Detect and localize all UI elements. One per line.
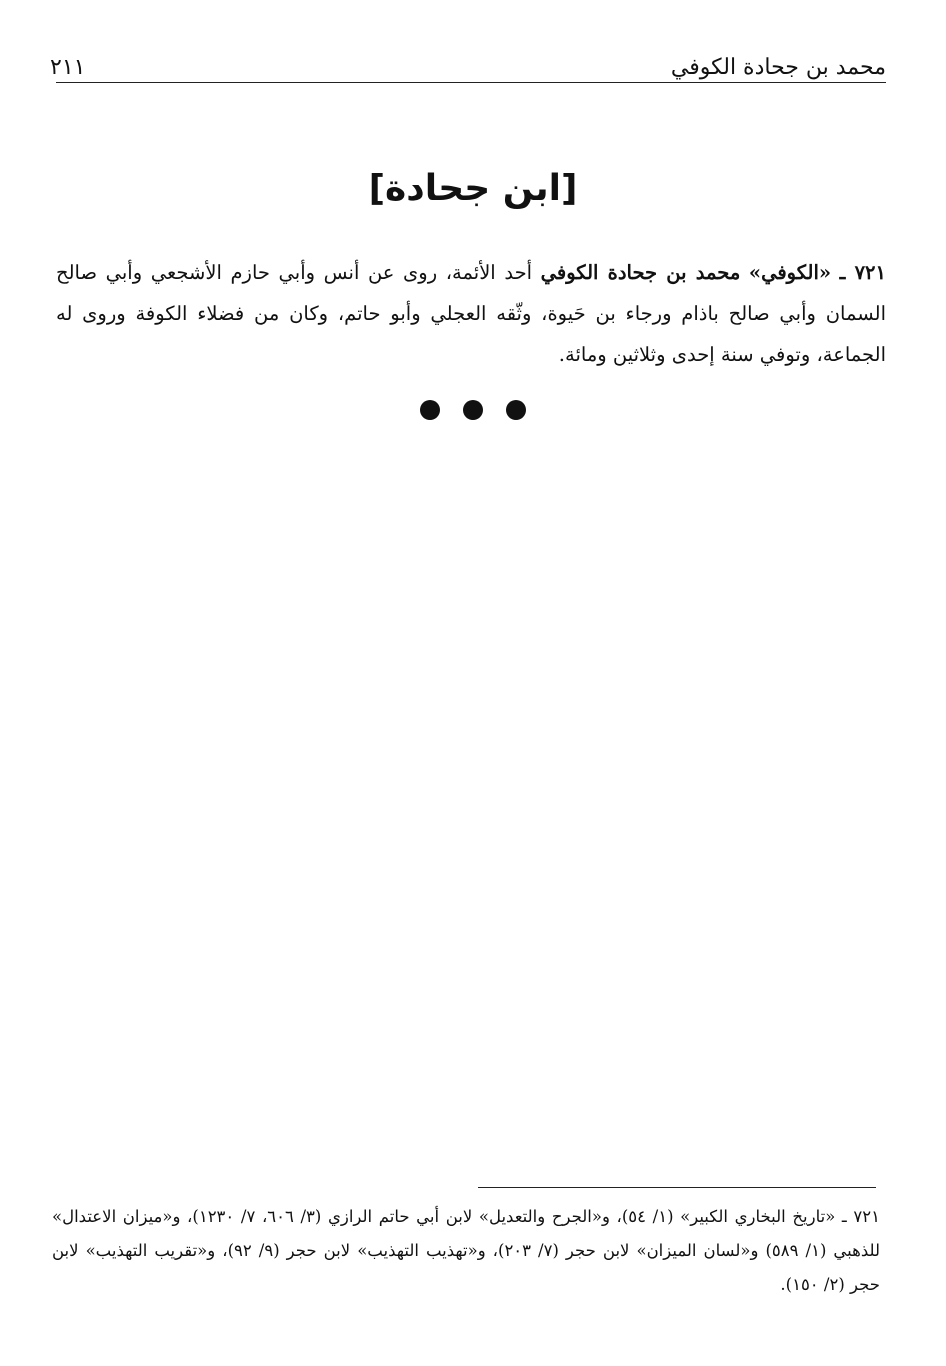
entry-number: ٧٢١ ـ — [839, 261, 886, 284]
separator-dot-icon — [420, 400, 440, 420]
entry-text: أحد الأئمة، روى عن أنس وأبي حازم الأشجعي وأبي صالح السمان وأبي صالح باذام ورجاء بن حَيوة، وثّقه العجلي وأبو حاتم، وكان من فضلاء الكوفة وروى له الجماعة، وتوفي سنة إحدى وثلاثين ومائة. — [56, 261, 886, 366]
separator-dot-icon — [463, 400, 483, 420]
entry-name: محمد بن جحادة الكوفي — [540, 261, 741, 284]
separator-dot-icon — [506, 400, 526, 420]
footnote: ٧٢١ ـ «تاريخ البخاري الكبير» (١/ ٥٤)، و«الجرح والتعديل» لابن أبي حاتم الرازي (٣/ ٦٠٦، ٧/ ١٢٣٠)، و«ميزان الاعتدال» للذهبي (١/ ٥٨٩) و«لسان الميزان» لابن حجر (٧/ ٢٠٣)، و«تهذيب التهذيب» لابن حجر (٩/ ٩٢)، و«تقريب التهذيب» لابن حجر (٢/ ١٥٠). — [52, 1207, 880, 1294]
footnote-rule — [478, 1187, 876, 1188]
header-rule — [56, 82, 886, 83]
footnotes — [52, 1200, 880, 1302]
running-title: محمد بن جحادة الكوفي — [670, 55, 886, 80]
section-heading: [ابن جحادة] — [368, 168, 578, 209]
entry-nisba: «الكوفي» — [748, 261, 832, 284]
running-header — [50, 40, 886, 80]
page-number: ٢١١ — [50, 55, 86, 80]
entry-paragraph — [56, 252, 886, 375]
section-separator — [0, 400, 946, 420]
